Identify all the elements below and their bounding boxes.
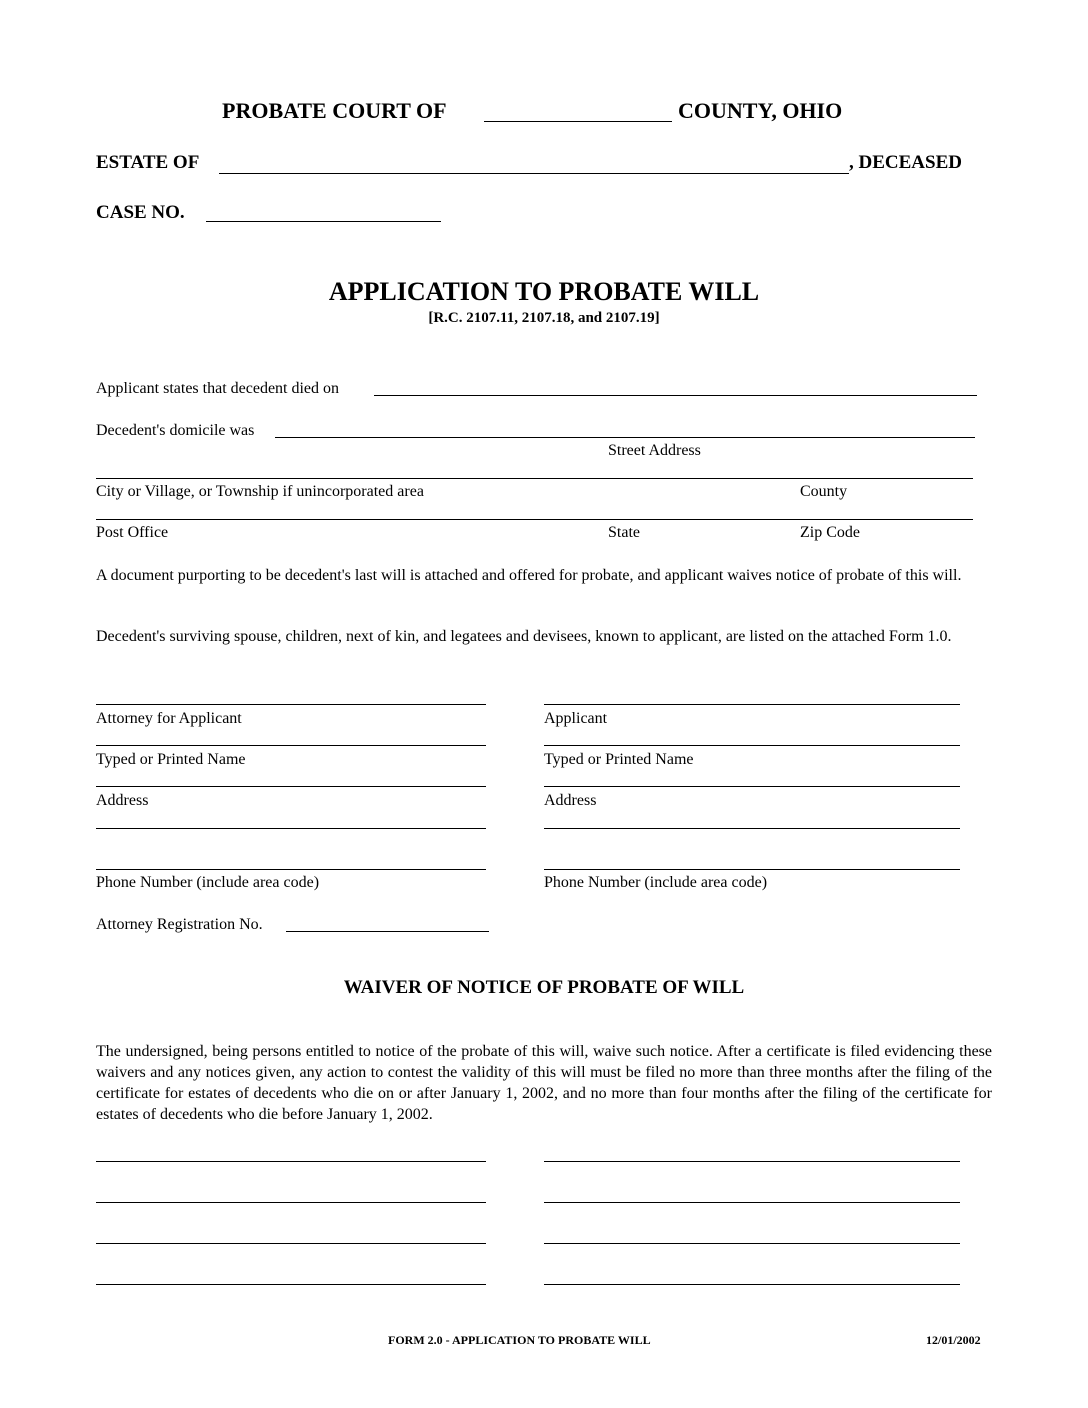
estate-label: ESTATE OF [96,152,200,173]
case-number-field[interactable] [206,221,441,222]
attorney-signature-field[interactable] [96,704,486,705]
deceased-label: , DECEASED [849,152,962,173]
waiver-paragraph: The undersigned, being persons entitled to notice of the probate of this will, waive such notice. After a certificate is filed evidencing these waivers and any notices given, any action to contest the validity of this will must be filed no more than three months after the filing of the certificate for estates of decedents who die on or after January 1, 2002, and no more than four months after the filing of the certificate for estates of decedents who die before January 1, 2002. [96,1043,992,1123]
street-address-field[interactable] [275,437,975,438]
court-suffix: COUNTY, OHIO [678,98,843,123]
footer-form-label: FORM 2.0 - APPLICATION TO PROBATE WILL [388,1333,651,1347]
post-office-state-zip-field[interactable] [96,519,973,520]
waiver-signature-field[interactable] [544,1243,960,1244]
waiver-signature-field[interactable] [96,1284,486,1285]
post-office-label: Post Office [96,524,169,541]
zip-code-label: Zip Code [800,524,860,541]
street-address-label: Street Address [608,442,701,459]
attorney-address-label: Address [96,792,149,809]
footer-date: 12/01/2002 [926,1333,981,1347]
domicile-label: Decedent's domicile was [96,422,255,439]
applicant-address-field-1[interactable] [544,786,960,787]
waiver-signature-field[interactable] [544,1161,960,1162]
attorney-label: Attorney for Applicant [96,710,242,727]
waiver-signature-field[interactable] [96,1202,486,1203]
died-on-label: Applicant states that decedent died on [96,380,340,397]
case-number-label: CASE NO. [96,202,185,223]
attorney-name-label: Typed or Printed Name [96,751,246,768]
applicant-address-field-2[interactable] [544,828,960,829]
attorney-registration-field[interactable] [286,931,489,932]
applicant-name-field[interactable] [544,745,960,746]
will-offered-paragraph: A document purporting to be decedent's last will is attached and offered for probate, and applicant waives notice of probate of this will. [96,567,962,584]
attorney-phone-label: Phone Number (include area code) [96,874,320,891]
waiver-signature-field[interactable] [96,1161,486,1162]
attorney-name-field[interactable] [96,745,486,746]
court-prefix: PROBATE COURT OF [222,98,447,123]
waiver-signature-field[interactable] [544,1202,960,1203]
applicant-address-label: Address [544,792,597,809]
county-name-field[interactable] [484,121,672,122]
date-of-death-field[interactable] [374,395,977,396]
statute-citation: [R.C. 2107.11, 2107.18, and 2107.19] [428,310,660,326]
city-label: City or Village, or Township if unincorporated area [96,483,424,500]
estate-name-field[interactable] [219,173,849,174]
applicant-phone-label: Phone Number (include area code) [544,874,768,891]
county-label: County [800,483,848,500]
attorney-address-field-1[interactable] [96,786,486,787]
waiver-title: WAIVER OF NOTICE OF PROBATE OF WILL [343,977,745,998]
city-county-field[interactable] [96,478,973,479]
attorney-phone-field[interactable] [96,869,486,870]
form-title: APPLICATION TO PROBATE WILL [328,277,760,306]
applicant-label: Applicant [544,710,608,727]
state-label: State [608,524,640,541]
waiver-signature-field[interactable] [544,1284,960,1285]
attorney-registration-label: Attorney Registration No. [96,916,263,933]
waiver-signature-field[interactable] [96,1243,486,1244]
survivors-paragraph: Decedent's surviving spouse, children, next of kin, and legatees and devisees, known to applicant, are listed on the attached Form 1.0. [96,628,952,645]
applicant-signature-field[interactable] [544,704,960,705]
applicant-phone-field[interactable] [544,869,960,870]
applicant-name-label: Typed or Printed Name [544,751,694,768]
attorney-address-field-2[interactable] [96,828,486,829]
